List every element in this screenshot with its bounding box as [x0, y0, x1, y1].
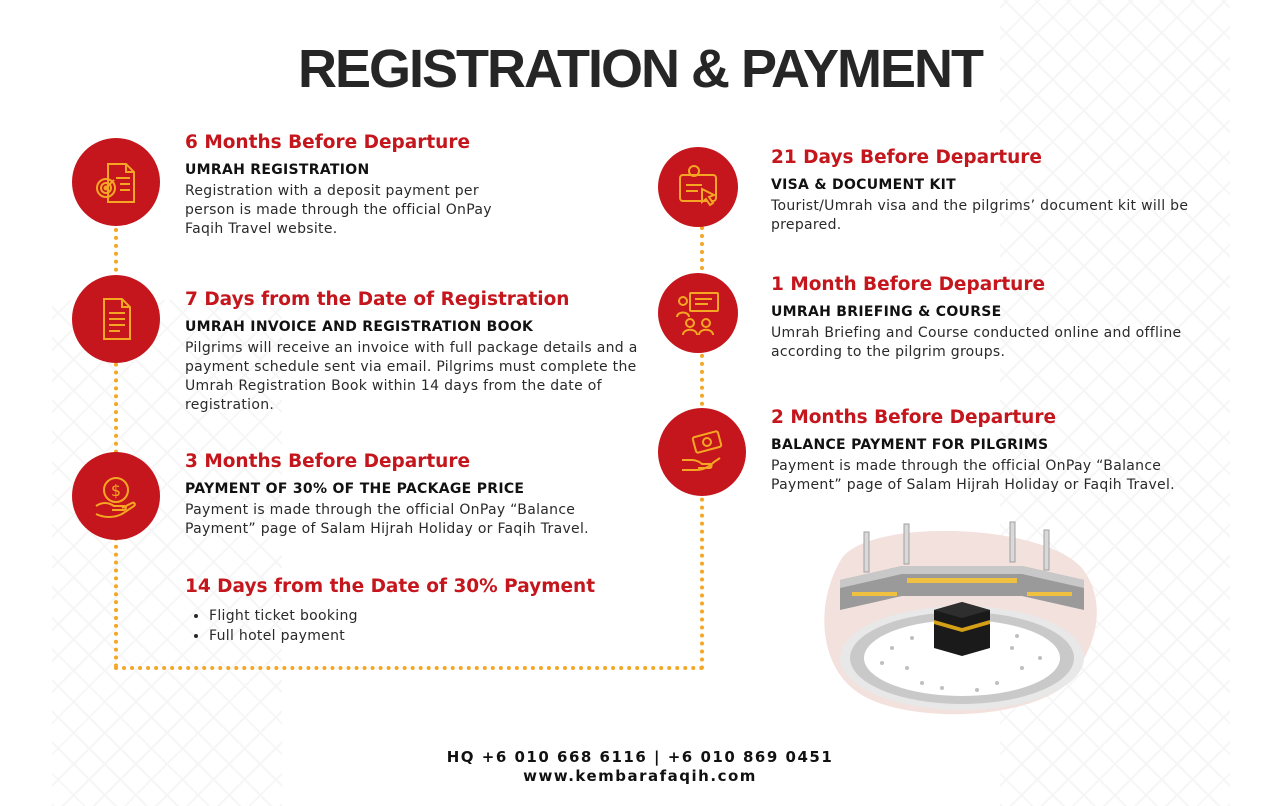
step-registration: [185, 132, 525, 239]
booking-list: [185, 606, 605, 646]
step-description: Payment is made through the official OnPay “Balance Payment” page of Salam Hijrah Holiday or Faqih Travel.: [185, 502, 589, 537]
step-description: Pilgrims will receive an invoice with full package details and a payment schedule sent via email. Pilgrims must complete the Umrah Registration Book within 14 days from the date of registration.: [185, 340, 638, 413]
footer-phone: HQ +6 010 668 6116 | +6 010 869 0451: [446, 748, 834, 766]
step-heading: 21 Days Before Departure: [771, 147, 1042, 168]
footer-website: www.kembarafaqih.com: [523, 767, 757, 785]
step-heading: 2 Months Before Departure: [771, 407, 1057, 428]
step-description: Registration with a deposit payment per person is made through the official OnPay Faqih Travel website.: [185, 183, 492, 237]
id-card-cursor-icon: [658, 147, 738, 227]
step-heading: 3 Months Before Departure: [185, 451, 471, 472]
step-heading: 1 Month Before Departure: [771, 274, 1046, 295]
step-balance-payment: [771, 407, 1201, 495]
step-invoice: [185, 289, 655, 415]
kaaba-illustration: [812, 518, 1102, 718]
document-icon: [72, 275, 160, 363]
step-subheading: PAYMENT OF 30% OF THE PACKAGE PRICE: [185, 481, 525, 497]
presentation-group-icon: [658, 273, 738, 353]
money-hand-icon: [658, 408, 746, 496]
target-document-icon: [72, 138, 160, 226]
step-briefing: [771, 274, 1201, 362]
step-bookings: [185, 576, 605, 646]
step-heading: 7 Days from the Date of Registration: [185, 289, 570, 310]
connector-bottom: [114, 666, 704, 670]
step-subheading: UMRAH REGISTRATION: [185, 162, 370, 178]
step-visa: [771, 147, 1201, 235]
svg-text:$: $: [110, 481, 122, 500]
list-item: • Full hotel payment: [209, 626, 605, 646]
step-subheading: VISA & DOCUMENT KIT: [771, 177, 957, 193]
step-heading: 6 Months Before Departure: [185, 132, 471, 153]
step-subheading: BALANCE PAYMENT FOR PILGRIMS: [771, 437, 1049, 453]
page-title: REGISTRATION & PAYMENT: [297, 39, 983, 99]
step-subheading: UMRAH INVOICE AND REGISTRATION BOOK: [185, 319, 534, 335]
step-subheading: UMRAH BRIEFING & COURSE: [771, 304, 1002, 320]
coin-hand-icon: [72, 452, 160, 540]
step-description: Payment is made through the official OnPay “Balance Payment” page of Salam Hijrah Holiday or Faqih Travel.: [771, 458, 1175, 493]
step-heading: 14 Days from the Date of 30% Payment: [185, 576, 596, 597]
step-description: Tourist/Umrah visa and the pilgrims’ document kit will be prepared.: [771, 198, 1189, 233]
list-item: • Flight ticket booking: [209, 606, 605, 626]
contact-footer: [0, 748, 1280, 786]
step-description: Umrah Briefing and Course conducted online and offline according to the pilgrim groups.: [771, 325, 1182, 360]
step-30-percent-payment: [185, 451, 615, 539]
